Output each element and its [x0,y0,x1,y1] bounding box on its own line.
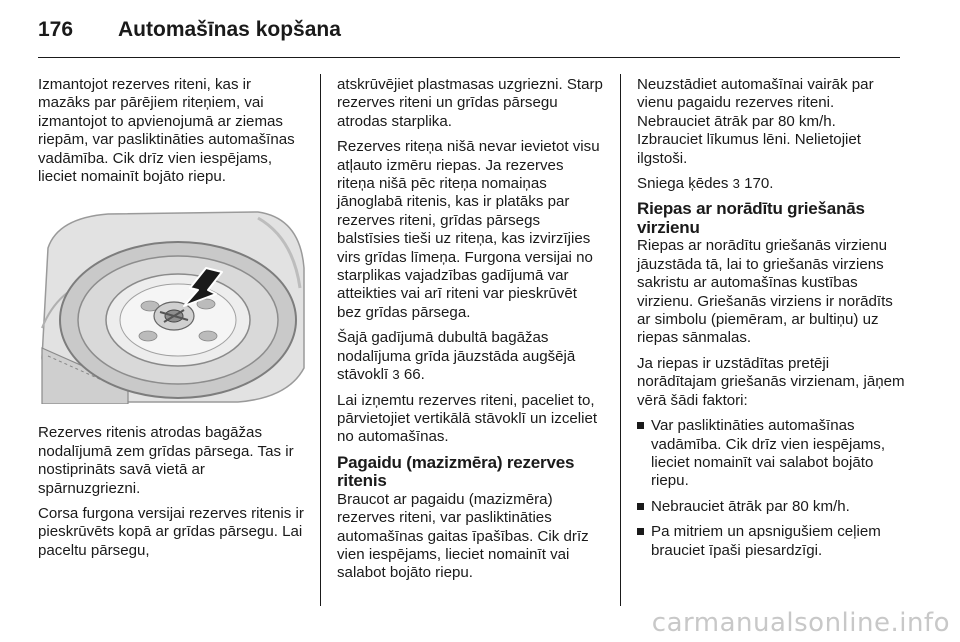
bullet-square-icon [637,528,644,535]
list-item [637,498,905,516]
double-floor-text: Šajā gadījumā dubultā bagāžas nodalījuma grīda jāuzstāda augšējā stāvoklī [337,329,576,384]
list-item [637,523,905,560]
snow-chains-text: Sniega ķēdes [637,175,733,193]
list-item [637,417,905,491]
heading-temporary-spare: Pagaidu (mazizmēra) rezerves ritenis [337,452,575,491]
paragraph-temporary-spare: Braucot ar pagaidu (mazizmēra) rezerves riteni, var pasliktināties automašīnas gaitas īpašības. Cik drīz vien iespējams, lieciet nomainīt vai salabot bojāto riepu. [337,490,589,582]
paragraph-spare-wheel-handling: Izmantojot rezerves riteni, kas ir mazāks par pārējiem riteņiem, vai izmantojot to apvienojumā ar ziemas riepām, var pasliktināties automašīnas vadāmība. Cik drīz vien iespējams, lieciet nomainīt bojāto riepu. [38,76,295,186]
header-divider [38,57,900,58]
page-title: Automašīnas kopšana [118,18,341,41]
bullet-square-icon [637,422,644,429]
page-header [0,0,960,64]
paragraph-snow-chains [637,175,905,193]
paragraph-spare-wheel-location: Rezerves ritenis atrodas bagāžas nodalījumā zem grīdas pārsega. Tas ir nostiprināts savā vietā ar spārnuzgriezni. [38,424,294,497]
page-reference-66[interactable]: 66. [403,366,425,384]
page-reference-170[interactable]: 170. [744,175,774,193]
page-reference-icon: 3 [732,176,740,192]
paragraph-remove-spare: Lai izņemtu rezerves riteni, paceliet to, pārvietojiet vertikālā stāvoklī un izceliet no automašīnas. [337,391,598,446]
paragraph-directional-tyres: Riepas ar norādītu griešanās virzienu jāuzstāda tā, lai to griešanās virziens sakristu ar automašīnas kustības virzienu. Griešanās virziens ir norādīts ar simbolu (piemēram, ar bultiņu) uz riepas sānmalas. [637,237,893,347]
list-item-text: Nebrauciet ātrāk par 80 km/h. [651,497,850,515]
paragraph-double-floor [337,329,605,384]
heading-directional-tyres: Riepas ar norādītu griešanās virzienu [637,199,865,237]
column-divider-2 [620,74,621,606]
bullet-square-icon [637,503,644,510]
paragraph-wheel-well-sizes: Rezerves riteņa nišā nevar ievietot visu atļauto izmēru riepas. Ja rezerves riteņa nišā pēc riteņa nomaiņas jānoglabā ritenis, kas ir platāks par rezerves riteni, grīdas pārsegs balstīsies tieši uz riteņa, kas izvirzījies virs grīdas līmeņa. Furgona versijai no starplikas vajadzības gadījumā var atteikties vai arī riteni var pieskrūvēt bez grīdas pārsega. [337,138,600,321]
watermark: carmanualsonline.info [651,608,950,638]
page-number: 176 [38,18,74,41]
paragraph-van-version: Corsa furgona versijai rezerves ritenis ir pieskrūvēts kopā ar grīdas pārsegu. Lai paceltu pārsegu, [38,505,304,559]
bullet-list [637,417,905,560]
column-divider-1 [320,74,321,606]
column-3 [637,76,905,567]
list-item-text: Pa mitriem un apsnigušiem ceļiem brauciet īpaši piesardzīgi. [651,523,881,559]
column-1 [38,76,306,567]
paragraph-unscrew-nut: atskrūvējiet plastmasas uzgriezni. Starp rezerves riteni un grīdas pārsegu atrodas starplika. [337,76,603,130]
paragraph-reverse-mounted: Ja riepas ir uzstādītas pretēji norādītajam griešanās virzienam, jāņem vērā šādi faktori: [637,354,905,409]
page-reference-icon: 3 [392,367,400,383]
list-item-text: Var pasliktināties automašīnas vadāmība. Cik drīz vien iespējams, lieciet nomainīt vai salabot bojāto riepu. [651,417,886,490]
paragraph-temporary-spare-limits: Neuzstādiet automašīnai vairāk par vienu pagaidu rezerves riteni. Nebrauciet ātrāk par 80 km/h. Izbrauciet līkumus lēni. Nelietojiet ilgstoši. [637,76,874,167]
column-2 [337,76,605,590]
spare-wheel-illustration [38,208,306,404]
